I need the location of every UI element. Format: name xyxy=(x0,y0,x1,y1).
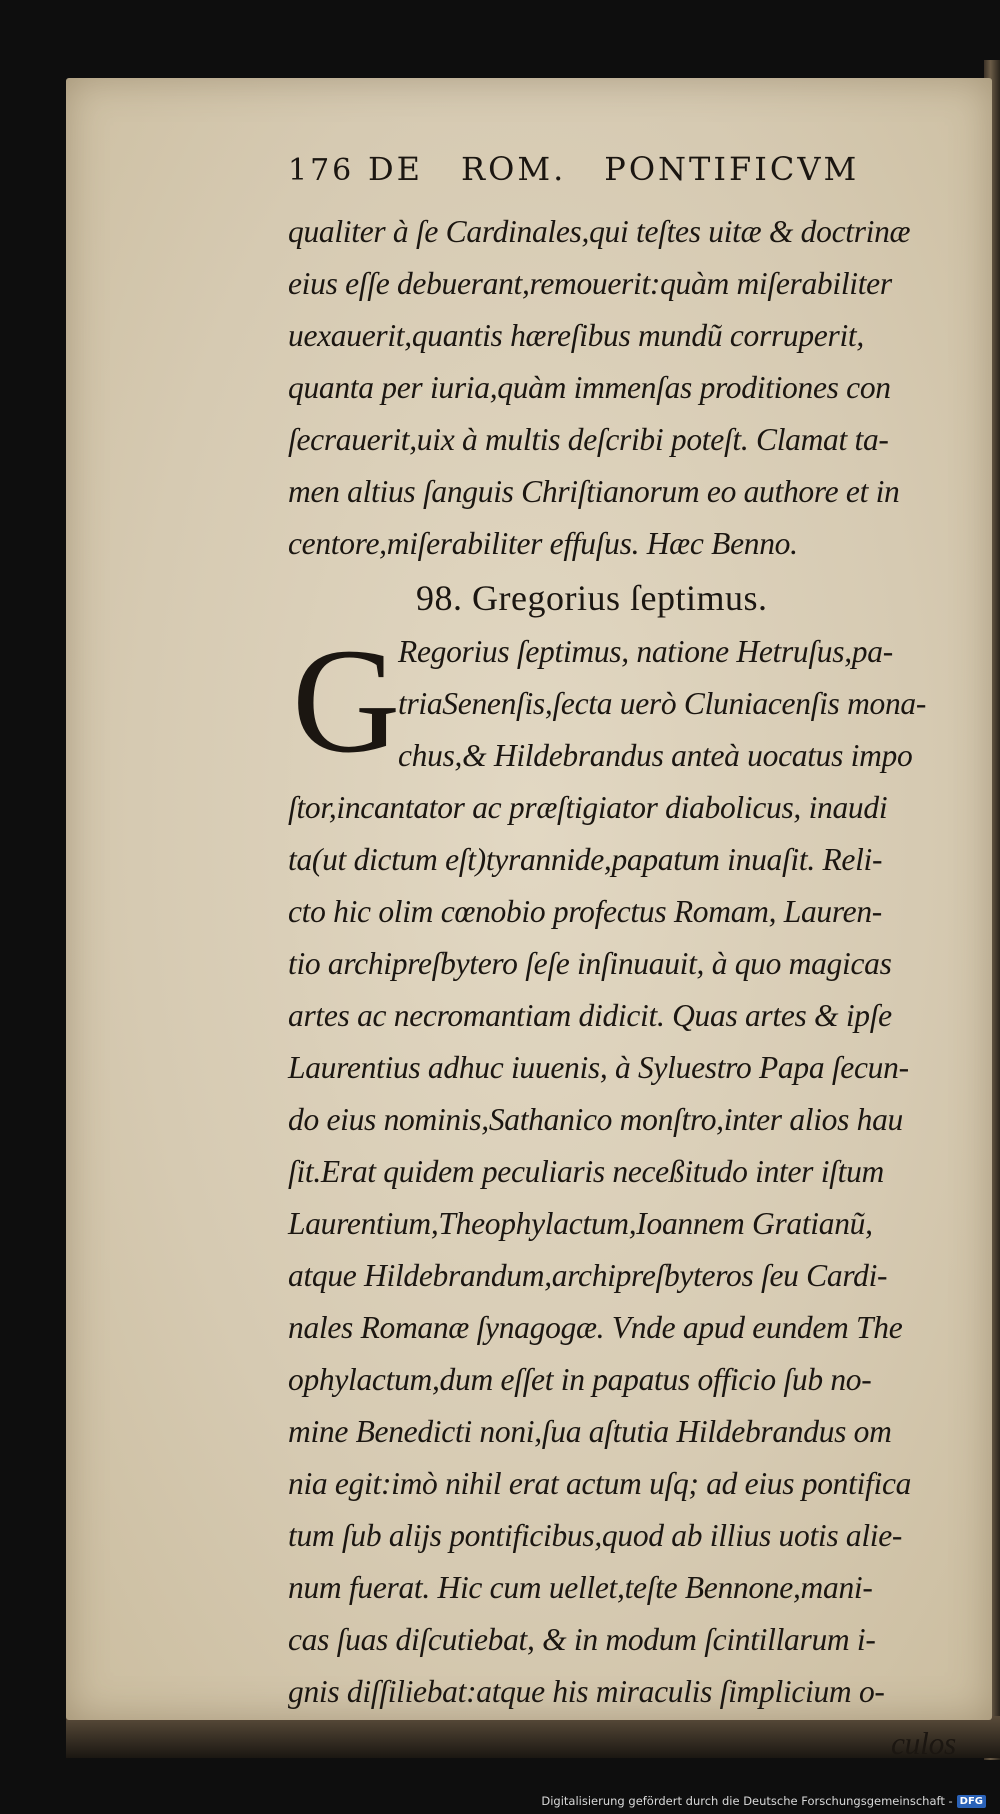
running-head-word: PONTIFICVM xyxy=(604,150,860,188)
page-text xyxy=(288,150,968,1770)
text-line: tum ſub alijs pontificibus,quod ab illius uotis alie- xyxy=(288,1518,903,1553)
text-line: ta(ut dictum eſt)tyrannide,papatum inuaſit. Reli- xyxy=(288,842,883,877)
section-heading: 98. Gregorius ſeptimus. xyxy=(416,578,768,618)
text-line: cas ſuas diſcutiebat, & in modum ſcintillarum i- xyxy=(288,1622,876,1657)
text-line: quanta per iuria,quàm immenſas proditiones con xyxy=(288,370,891,405)
credit-text: Digitalisierung gefördert durch die Deutsche Forschungsgemeinschaft - xyxy=(541,1794,953,1808)
running-head-word: DE xyxy=(368,150,424,188)
running-head-word: ROM. xyxy=(461,150,567,188)
text-line: Regorius ſeptimus, natione Hetruſus,pa- xyxy=(398,634,893,669)
text-line: Laurentium,Theophylactum,Ioannem Gratianũ, xyxy=(288,1206,873,1241)
dfg-logo: DFG xyxy=(957,1795,986,1808)
paragraph-before-heading xyxy=(288,206,968,570)
text-line: artes ac necromantiam didicit. Quas artes & ipſe xyxy=(288,998,892,1033)
text-line: men altius ſanguis Chriſtianorum eo authore et in xyxy=(288,474,900,509)
text-line: Laurentius adhuc iuuenis, à Syluestro Papa ſecun- xyxy=(288,1050,909,1085)
text-line: cto hic olim cœnobio profectus Romam, Lauren- xyxy=(288,894,882,929)
text-line: num fuerat. Hic cum uellet,teſte Bennone,mani- xyxy=(288,1570,873,1605)
text-line: nia egit:imò nihil erat actum uſq; ad eius pontifica xyxy=(288,1466,912,1501)
text-line: centore,miſerabiliter effuſus. Hæc Benno. xyxy=(288,526,798,561)
text-line: tio archipreſbytero ſeſe inſinuauit, à quo magicas xyxy=(288,946,892,981)
text-line: nales Romanæ ſynagogæ. Vnde apud eundem The xyxy=(288,1310,903,1345)
text-line: ſit.Erat quidem peculiaris neceßitudo inter iſtum xyxy=(288,1154,884,1189)
text-line: chus,& Hildebrandus anteà uocatus impo xyxy=(398,738,913,773)
main-paragraph xyxy=(288,782,968,1718)
catchword: culos xyxy=(891,1726,956,1761)
text-line: triaSenenſis,ſecta uerò Cluniacenſis mona- xyxy=(398,686,927,721)
text-line: ſtor,incantator ac præſtigiator diabolicus, inaudi xyxy=(288,790,888,825)
dropcap-paragraph xyxy=(288,618,968,784)
dropcap-initial: G xyxy=(292,618,401,784)
running-head xyxy=(288,150,968,206)
text-line: mine Benedicti noni,ſua aſtutia Hildebrandus om xyxy=(288,1414,892,1449)
text-line: atque Hildebrandum,archipreſbyteros ſeu Cardi- xyxy=(288,1258,888,1293)
text-line: ſecrauerit,uix à multis deſcribi poteſt. Clamat ta- xyxy=(288,422,889,457)
text-line: qualiter à ſe Cardinales,qui teſtes uitæ & doctrinæ xyxy=(288,214,911,249)
text-line: gnis diſſiliebat:atque his miraculis ſimplicium o- xyxy=(288,1674,885,1709)
text-line: uexauerit,quantis hæreſibus mundũ corruperit, xyxy=(288,318,864,353)
page-number: 176 xyxy=(288,153,355,188)
text-line: ophylactum,dum eſſet in papatus officio ſub no- xyxy=(288,1362,872,1397)
text-line: do eius nominis,Sathanico monſtro,inter alios hau xyxy=(288,1102,904,1137)
digitization-credit xyxy=(541,1794,986,1808)
text-line: eius eſſe debuerant,remouerit:quàm miſerabiliter xyxy=(288,266,892,301)
